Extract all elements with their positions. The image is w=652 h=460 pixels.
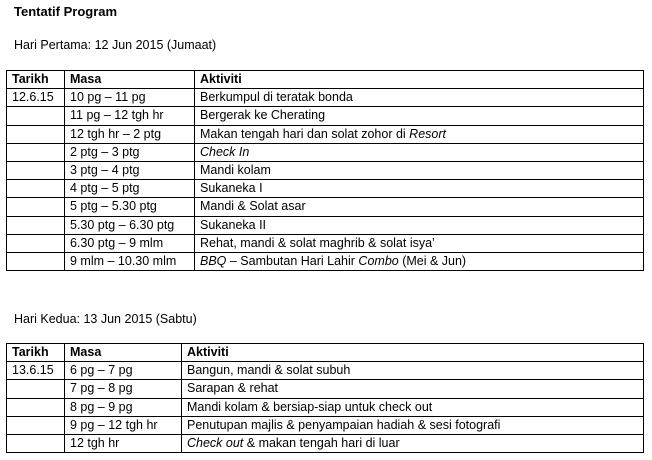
date-cell [7,107,65,125]
time-cell: 8 pg – 9 pg [65,398,182,416]
date-cell [7,125,65,143]
time-cell: 11 pg – 12 tgh hr [65,107,195,125]
table-row [7,434,644,452]
activity-text: Berkumpul di teratak bonda [200,90,353,105]
day1-schedule-table [6,70,644,271]
table-row [7,252,644,270]
activity-text: Rehat, mandi & solat maghrib & solat isya’ [200,235,435,250]
date-cell [7,416,65,434]
time-cell: 6.30 ptg – 9 mlm [65,234,195,252]
time-cell: 9 mlm – 10.30 mlm [65,252,195,270]
table-row [7,180,644,198]
header-aktiviti: Aktiviti [195,71,644,89]
date-cell [7,380,65,398]
time-cell: 7 pg – 8 pg [65,380,182,398]
header-masa: Masa [65,71,195,89]
time-cell: 4 ptg – 5 ptg [65,180,195,198]
date-cell [7,216,65,234]
activity-cell [195,107,644,125]
activity-cell [195,252,644,270]
activity-cell [182,380,644,398]
activity-text: Mandi kolam [200,163,271,178]
italic-text: Check In [200,144,250,159]
time-cell: 5 ptg – 5.30 ptg [65,198,195,216]
table-row [7,216,644,234]
time-cell: 10 pg – 11 pg [65,89,195,107]
activity-cell [182,398,644,416]
activity-cell [195,125,644,143]
activity-text: Sarapan & rehat [187,381,279,396]
table-row [7,107,644,125]
date-cell [7,252,65,270]
activity-cell [195,234,644,252]
date-cell [7,198,65,216]
header-aktiviti: Aktiviti [182,344,644,362]
table-row [7,143,644,161]
time-cell: 12 tgh hr – 2 ptg [65,125,195,143]
date-cell [7,143,65,161]
table-row [7,161,644,179]
activity-text: Sukaneka I [200,181,263,196]
table-row [7,380,644,398]
activity-text: Makan tengah hari dan solat zohor di [200,126,410,141]
italic-text: Combo [358,253,399,268]
italic-text: BBQ [200,253,227,268]
date-cell [7,434,65,452]
date-cell [7,180,65,198]
day2-heading: Hari Kedua: 13 Jun 2015 (Sabtu) [14,312,197,326]
activity-cell [195,161,644,179]
activity-cell [195,180,644,198]
date-cell [7,161,65,179]
activity-text: – Sambutan Hari Lahir [226,253,359,268]
date-cell: 12.6.15 [7,89,65,107]
time-cell: 3 ptg – 4 ptg [65,161,195,179]
header-masa: Masa [65,344,182,362]
activity-cell [182,434,644,452]
time-cell: 2 ptg – 3 ptg [65,143,195,161]
table-row [7,125,644,143]
table-row [7,198,644,216]
time-cell: 5.30 ptg – 6.30 ptg [65,216,195,234]
day1-heading: Hari Pertama: 12 Jun 2015 (Jumaat) [14,38,217,52]
activity-cell [182,416,644,434]
table-row [7,416,644,434]
header-tarikh: Tarikh [7,344,65,362]
activity-text: (Mei & Jun) [398,253,467,268]
date-cell [7,398,65,416]
time-cell: 6 pg – 7 pg [65,362,182,380]
activity-text: Penutupan majlis & penyampaian hadiah & sesi fotografi [187,417,501,432]
date-cell: 13.6.15 [7,362,65,380]
table-row [7,362,644,380]
italic-text: Check out [187,436,244,451]
header-tarikh: Tarikh [7,71,65,89]
activity-text: Mandi kolam & bersiap-siap untuk check out [187,399,433,414]
italic-text: Resort [409,126,446,141]
document-title: Tentatif Program [14,4,118,19]
activity-text: & makan tengah hari di luar [243,436,400,451]
activity-text: Bergerak ke Cherating [200,108,326,123]
day2-schedule-table [6,343,644,453]
activity-text: Mandi & Solat asar [200,199,306,214]
time-cell: 9 pg – 12 tgh hr [65,416,182,434]
table-header-row [7,71,644,89]
table-header-row [7,344,644,362]
activity-text: Bangun, mandi & solat subuh [187,363,351,378]
activity-cell [182,362,644,380]
table-row [7,89,644,107]
date-cell [7,234,65,252]
activity-cell [195,198,644,216]
time-cell: 12 tgh hr [65,434,182,452]
table-row [7,234,644,252]
activity-cell [195,89,644,107]
table-row [7,398,644,416]
activity-cell [195,143,644,161]
activity-text: Sukaneka II [200,217,267,232]
activity-cell [195,216,644,234]
